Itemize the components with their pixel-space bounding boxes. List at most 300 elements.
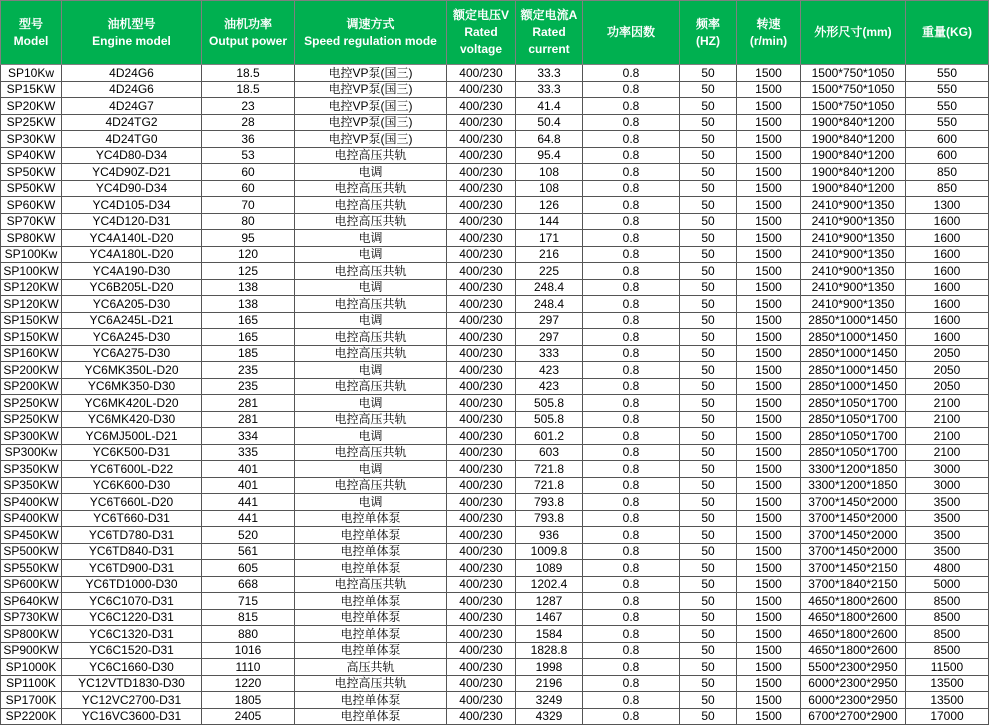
rated-current-cell: 216 (516, 246, 583, 263)
dimensions-cell: 6000*2300*2950 (801, 675, 906, 692)
rated-voltage-cell: 400/230 (447, 477, 516, 494)
engine-model-cell: 4D24G6 (62, 65, 202, 82)
model-cell: SP1000K (1, 659, 62, 676)
rotation-speed-cell: 1500 (737, 147, 801, 164)
engine-model-cell: YC4A180L-D20 (62, 246, 202, 263)
engine-model-cell: 4D24G6 (62, 81, 202, 98)
rated-voltage-cell: 400/230 (447, 395, 516, 412)
dimensions-cell: 4650*1800*2600 (801, 626, 906, 643)
engine-model-cell: YC6MK420-D30 (62, 411, 202, 428)
output-power-cell: 1110 (202, 659, 295, 676)
table-row (1, 230, 989, 247)
power-factor-cell: 0.8 (583, 576, 680, 593)
rated-current-cell: 297 (516, 312, 583, 329)
rotation-speed-cell: 1500 (737, 114, 801, 131)
model-cell: SP1700K (1, 692, 62, 709)
rated-voltage-cell: 400/230 (447, 411, 516, 428)
output-power-cell: 401 (202, 477, 295, 494)
rotation-speed-cell: 1500 (737, 197, 801, 214)
engine-model-cell: YC6TD1000-D30 (62, 576, 202, 593)
frequency-cell: 50 (680, 494, 737, 511)
model-cell: SP250KW (1, 411, 62, 428)
engine-model-cell: YC6T600L-D22 (62, 461, 202, 478)
table-row (1, 708, 989, 725)
table-row (1, 527, 989, 544)
rated-voltage-cell: 400/230 (447, 114, 516, 131)
frequency-cell: 50 (680, 527, 737, 544)
power-factor-cell: 0.8 (583, 428, 680, 445)
header-dimensions (801, 1, 906, 65)
weight-cell: 13500 (906, 675, 989, 692)
rated-voltage-cell: 400/230 (447, 461, 516, 478)
rotation-speed-cell: 1500 (737, 312, 801, 329)
power-factor-cell: 0.8 (583, 164, 680, 181)
model-cell: SP25KW (1, 114, 62, 131)
rated-current-cell: 248.4 (516, 296, 583, 313)
rated-voltage-cell: 400/230 (447, 131, 516, 148)
rotation-speed-cell: 1500 (737, 65, 801, 82)
dimensions-cell: 2850*1000*1450 (801, 362, 906, 379)
weight-cell: 2050 (906, 362, 989, 379)
table-row (1, 626, 989, 643)
speed-regulation-cell: 电调 (295, 362, 447, 379)
model-cell: SP550KW (1, 560, 62, 577)
rated-current-cell: 603 (516, 444, 583, 461)
rated-voltage-cell: 400/230 (447, 609, 516, 626)
frequency-cell: 50 (680, 395, 737, 412)
model-cell: SP500KW (1, 543, 62, 560)
frequency-cell: 50 (680, 626, 737, 643)
engine-model-cell: YC6A205-D30 (62, 296, 202, 313)
rotation-speed-cell: 1500 (737, 642, 801, 659)
rotation-speed-cell: 1500 (737, 213, 801, 230)
header-model-zh: 型号 (18, 16, 43, 31)
engine-model-cell: YC6MK350L-D20 (62, 362, 202, 379)
header-speed-zh: 调速方式 (346, 16, 395, 31)
frequency-cell: 50 (680, 444, 737, 461)
speed-regulation-cell: 电控VP泵(国三) (295, 65, 447, 82)
frequency-cell: 50 (680, 642, 737, 659)
speed-regulation-cell: 电调 (295, 428, 447, 445)
model-cell: SP15KW (1, 81, 62, 98)
power-factor-cell: 0.8 (583, 329, 680, 346)
rated-current-cell: 171 (516, 230, 583, 247)
rotation-speed-cell: 1500 (737, 345, 801, 362)
weight-cell: 550 (906, 65, 989, 82)
speed-regulation-cell: 电控单体泵 (295, 626, 447, 643)
table-row (1, 411, 989, 428)
power-factor-cell: 0.8 (583, 461, 680, 478)
weight-cell: 850 (906, 164, 989, 181)
rotation-speed-cell: 1500 (737, 560, 801, 577)
output-power-cell: 281 (202, 411, 295, 428)
rated-voltage-cell: 400/230 (447, 213, 516, 230)
frequency-cell: 50 (680, 362, 737, 379)
table-row (1, 98, 989, 115)
weight-cell: 3000 (906, 461, 989, 478)
rated-current-cell: 1089 (516, 560, 583, 577)
frequency-cell: 50 (680, 428, 737, 445)
power-factor-cell: 0.8 (583, 345, 680, 362)
weight-cell: 1300 (906, 197, 989, 214)
model-cell: SP80KW (1, 230, 62, 247)
model-cell: SP100KW (1, 263, 62, 280)
rated-voltage-cell: 400/230 (447, 246, 516, 263)
power-factor-cell: 0.8 (583, 692, 680, 709)
speed-regulation-cell: 电控高压共轨 (295, 197, 447, 214)
table-row (1, 114, 989, 131)
engine-model-cell: 4D24TG0 (62, 131, 202, 148)
speed-regulation-cell: 电控单体泵 (295, 560, 447, 577)
dimensions-cell: 6000*2300*2950 (801, 692, 906, 709)
power-factor-cell: 0.8 (583, 560, 680, 577)
power-factor-cell: 0.8 (583, 510, 680, 527)
engine-model-cell: YC6A275-D30 (62, 345, 202, 362)
table-row (1, 65, 989, 82)
frequency-cell: 50 (680, 692, 737, 709)
weight-cell: 550 (906, 114, 989, 131)
rotation-speed-cell: 1500 (737, 510, 801, 527)
weight-cell: 1600 (906, 312, 989, 329)
power-factor-cell: 0.8 (583, 197, 680, 214)
rotation-speed-cell: 1500 (737, 576, 801, 593)
engine-model-cell: YC6B205L-D20 (62, 279, 202, 296)
header-power-factor (583, 1, 680, 65)
speed-regulation-cell: 电调 (295, 312, 447, 329)
dimensions-cell: 6700*2700*2900 (801, 708, 906, 725)
rated-voltage-cell: 400/230 (447, 81, 516, 98)
engine-model-cell: 4D24TG2 (62, 114, 202, 131)
table-row (1, 642, 989, 659)
rated-current-cell: 95.4 (516, 147, 583, 164)
dimensions-cell: 3700*1450*2000 (801, 510, 906, 527)
rated-current-cell: 64.8 (516, 131, 583, 148)
speed-regulation-cell: 电控VP泵(国三) (295, 131, 447, 148)
rated-current-cell: 1287 (516, 593, 583, 610)
table-row (1, 312, 989, 329)
rated-voltage-cell: 400/230 (447, 527, 516, 544)
frequency-cell: 50 (680, 279, 737, 296)
weight-cell: 1600 (906, 246, 989, 263)
rated-current-cell: 1009.8 (516, 543, 583, 560)
output-power-cell: 235 (202, 362, 295, 379)
header-rpm-zh: 转速 (756, 16, 781, 31)
rated-current-cell: 1828.8 (516, 642, 583, 659)
engine-model-cell: YC4D120-D31 (62, 213, 202, 230)
header-voltage-en1: Rated (464, 25, 498, 39)
frequency-cell: 50 (680, 98, 737, 115)
header-speed-regulation (295, 1, 447, 65)
engine-model-cell: YC4D105-D34 (62, 197, 202, 214)
model-cell: SP150KW (1, 312, 62, 329)
output-power-cell: 1220 (202, 675, 295, 692)
speed-regulation-cell: 电控单体泵 (295, 527, 447, 544)
table-row (1, 395, 989, 412)
header-voltage-en2: voltage (459, 42, 502, 56)
dimensions-cell: 2850*1000*1450 (801, 378, 906, 395)
rated-voltage-cell: 400/230 (447, 279, 516, 296)
table-row (1, 345, 989, 362)
engine-model-cell: YC6C1070-D31 (62, 593, 202, 610)
table-row (1, 444, 989, 461)
power-factor-cell: 0.8 (583, 362, 680, 379)
table-row (1, 510, 989, 527)
rated-voltage-cell: 400/230 (447, 593, 516, 610)
power-factor-cell: 0.8 (583, 65, 680, 82)
model-cell: SP400KW (1, 494, 62, 511)
header-row (1, 1, 989, 65)
engine-model-cell: YC6C1320-D31 (62, 626, 202, 643)
table-row (1, 543, 989, 560)
power-factor-cell: 0.8 (583, 180, 680, 197)
frequency-cell: 50 (680, 576, 737, 593)
rotation-speed-cell: 1500 (737, 395, 801, 412)
rotation-speed-cell: 1500 (737, 279, 801, 296)
output-power-cell: 235 (202, 378, 295, 395)
model-cell: SP400KW (1, 510, 62, 527)
weight-cell: 2050 (906, 345, 989, 362)
frequency-cell: 50 (680, 461, 737, 478)
rated-voltage-cell: 400/230 (447, 164, 516, 181)
engine-model-cell: YC6C1660-D30 (62, 659, 202, 676)
rotation-speed-cell: 1500 (737, 659, 801, 676)
frequency-cell: 50 (680, 659, 737, 676)
output-power-cell: 18.5 (202, 65, 295, 82)
frequency-cell: 50 (680, 510, 737, 527)
speed-regulation-cell: 电控高压共轨 (295, 444, 447, 461)
output-power-cell: 28 (202, 114, 295, 131)
dimensions-cell: 2410*900*1350 (801, 296, 906, 313)
rotation-speed-cell: 1500 (737, 428, 801, 445)
engine-model-cell: YC6C1220-D31 (62, 609, 202, 626)
engine-model-cell: YC6MJ500L-D21 (62, 428, 202, 445)
speed-regulation-cell: 电调 (295, 230, 447, 247)
frequency-cell: 50 (680, 708, 737, 725)
header-voltage-zh: 额定电压V (452, 8, 509, 22)
rated-current-cell: 2196 (516, 675, 583, 692)
rotation-speed-cell: 1500 (737, 362, 801, 379)
rotation-speed-cell: 1500 (737, 81, 801, 98)
output-power-cell: 520 (202, 527, 295, 544)
frequency-cell: 50 (680, 312, 737, 329)
rated-current-cell: 108 (516, 164, 583, 181)
speed-regulation-cell: 电控单体泵 (295, 642, 447, 659)
header-freq-unit: (HZ) (696, 33, 720, 48)
power-factor-cell: 0.8 (583, 642, 680, 659)
speed-regulation-cell: 电控高压共轨 (295, 378, 447, 395)
dimensions-cell: 2410*900*1350 (801, 246, 906, 263)
model-cell: SP300Kw (1, 444, 62, 461)
dimensions-cell: 1900*840*1200 (801, 164, 906, 181)
rated-voltage-cell: 400/230 (447, 230, 516, 247)
power-factor-cell: 0.8 (583, 131, 680, 148)
engine-model-cell: YC4D90-D34 (62, 180, 202, 197)
rated-current-cell: 505.8 (516, 411, 583, 428)
table-row (1, 692, 989, 709)
rated-current-cell: 721.8 (516, 461, 583, 478)
table-row (1, 659, 989, 676)
engine-model-cell: YC6T660L-D20 (62, 494, 202, 511)
rated-current-cell: 505.8 (516, 395, 583, 412)
table-row (1, 197, 989, 214)
weight-cell: 5000 (906, 576, 989, 593)
weight-cell: 1600 (906, 230, 989, 247)
frequency-cell: 50 (680, 246, 737, 263)
rated-voltage-cell: 400/230 (447, 378, 516, 395)
header-frequency (680, 1, 737, 65)
speed-regulation-cell: 电控VP泵(国三) (295, 114, 447, 131)
output-power-cell: 815 (202, 609, 295, 626)
speed-regulation-cell: 电控高压共轨 (295, 411, 447, 428)
model-cell: SP1100K (1, 675, 62, 692)
model-cell: SP70KW (1, 213, 62, 230)
rotation-speed-cell: 1500 (737, 263, 801, 280)
weight-cell: 2100 (906, 411, 989, 428)
weight-cell: 8500 (906, 609, 989, 626)
dimensions-cell: 4650*1800*2600 (801, 593, 906, 610)
rated-voltage-cell: 400/230 (447, 510, 516, 527)
rated-current-cell: 1202.4 (516, 576, 583, 593)
rated-current-cell: 33.3 (516, 81, 583, 98)
weight-cell: 550 (906, 98, 989, 115)
header-weight (906, 1, 989, 65)
rated-current-cell: 108 (516, 180, 583, 197)
speed-regulation-cell: 电控高压共轨 (295, 329, 447, 346)
frequency-cell: 50 (680, 675, 737, 692)
dimensions-cell: 3700*1450*2000 (801, 543, 906, 560)
dimensions-cell: 2850*1000*1450 (801, 312, 906, 329)
output-power-cell: 70 (202, 197, 295, 214)
table-row (1, 81, 989, 98)
rated-voltage-cell: 400/230 (447, 197, 516, 214)
engine-model-cell: YC4A140L-D20 (62, 230, 202, 247)
header-dims-zh: 外形尺寸(mm) (814, 25, 892, 39)
dimensions-cell: 2850*1050*1700 (801, 395, 906, 412)
power-factor-cell: 0.8 (583, 279, 680, 296)
table-row (1, 329, 989, 346)
engine-model-cell: YC4D80-D34 (62, 147, 202, 164)
dimensions-cell: 1500*750*1050 (801, 81, 906, 98)
rotation-speed-cell: 1500 (737, 131, 801, 148)
rated-current-cell: 3249 (516, 692, 583, 709)
power-factor-cell: 0.8 (583, 675, 680, 692)
power-factor-cell: 0.8 (583, 378, 680, 395)
rated-voltage-cell: 400/230 (447, 180, 516, 197)
dimensions-cell: 5500*2300*2950 (801, 659, 906, 676)
engine-model-cell: YC6TD840-D31 (62, 543, 202, 560)
speed-regulation-cell: 电控高压共轨 (295, 147, 447, 164)
weight-cell: 1600 (906, 213, 989, 230)
engine-model-cell: 4D24G7 (62, 98, 202, 115)
dimensions-cell: 2410*900*1350 (801, 230, 906, 247)
frequency-cell: 50 (680, 164, 737, 181)
dimensions-cell: 3300*1200*1850 (801, 477, 906, 494)
model-cell: SP60KW (1, 197, 62, 214)
table-body (1, 65, 989, 725)
output-power-cell: 95 (202, 230, 295, 247)
header-model-en: Model (13, 33, 49, 48)
rated-voltage-cell: 400/230 (447, 560, 516, 577)
table-row (1, 362, 989, 379)
rotation-speed-cell: 1500 (737, 708, 801, 725)
weight-cell: 600 (906, 147, 989, 164)
rated-current-cell: 144 (516, 213, 583, 230)
power-factor-cell: 0.8 (583, 444, 680, 461)
power-factor-cell: 0.8 (583, 609, 680, 626)
rated-current-cell: 1584 (516, 626, 583, 643)
header-engine-zh: 油机型号 (107, 16, 156, 31)
power-factor-cell: 0.8 (583, 659, 680, 676)
model-cell: SP640KW (1, 593, 62, 610)
rated-current-cell: 601.2 (516, 428, 583, 445)
speed-regulation-cell: 电控VP泵(国三) (295, 81, 447, 98)
table-row (1, 609, 989, 626)
rated-current-cell: 936 (516, 527, 583, 544)
rated-voltage-cell: 400/230 (447, 543, 516, 560)
engine-model-cell: YC6K500-D31 (62, 444, 202, 461)
rated-current-cell: 4329 (516, 708, 583, 725)
rated-current-cell: 1998 (516, 659, 583, 676)
weight-cell: 3500 (906, 494, 989, 511)
rated-voltage-cell: 400/230 (447, 147, 516, 164)
dimensions-cell: 3300*1200*1850 (801, 461, 906, 478)
model-cell: SP250KW (1, 395, 62, 412)
dimensions-cell: 2410*900*1350 (801, 279, 906, 296)
speed-regulation-cell: 电控高压共轨 (295, 296, 447, 313)
output-power-cell: 335 (202, 444, 295, 461)
model-cell: SP350KW (1, 461, 62, 478)
header-pf-zh: 功率因数 (606, 25, 655, 39)
rotation-speed-cell: 1500 (737, 246, 801, 263)
weight-cell: 3000 (906, 477, 989, 494)
table-row (1, 560, 989, 577)
power-factor-cell: 0.8 (583, 494, 680, 511)
dimensions-cell: 2410*900*1350 (801, 263, 906, 280)
dimensions-cell: 1500*750*1050 (801, 98, 906, 115)
engine-model-cell: YC6MK420L-D20 (62, 395, 202, 412)
dimensions-cell: 2850*1050*1700 (801, 411, 906, 428)
model-cell: SP50KW (1, 164, 62, 181)
speed-regulation-cell: 电控高压共轨 (295, 576, 447, 593)
model-cell: SP50KW (1, 180, 62, 197)
weight-cell: 2050 (906, 378, 989, 395)
engine-model-cell: YC6MK350-D30 (62, 378, 202, 395)
output-power-cell: 334 (202, 428, 295, 445)
table-row (1, 428, 989, 445)
dimensions-cell: 2850*1000*1450 (801, 329, 906, 346)
engine-model-cell: YC6T660-D31 (62, 510, 202, 527)
table-row (1, 180, 989, 197)
rotation-speed-cell: 1500 (737, 378, 801, 395)
model-cell: SP300KW (1, 428, 62, 445)
output-power-cell: 441 (202, 494, 295, 511)
header-rotation-speed (737, 1, 801, 65)
table-row (1, 263, 989, 280)
dimensions-cell: 4650*1800*2600 (801, 609, 906, 626)
engine-model-cell: YC6TD900-D31 (62, 560, 202, 577)
rated-voltage-cell: 400/230 (447, 576, 516, 593)
speed-regulation-cell: 电控单体泵 (295, 609, 447, 626)
dimensions-cell: 2850*1050*1700 (801, 428, 906, 445)
power-factor-cell: 0.8 (583, 296, 680, 313)
power-factor-cell: 0.8 (583, 527, 680, 544)
dimensions-cell: 1900*840*1200 (801, 147, 906, 164)
rated-voltage-cell: 400/230 (447, 65, 516, 82)
rotation-speed-cell: 1500 (737, 180, 801, 197)
dimensions-cell: 3700*1450*2000 (801, 527, 906, 544)
rated-voltage-cell: 400/230 (447, 428, 516, 445)
speed-regulation-cell: 电调 (295, 395, 447, 412)
